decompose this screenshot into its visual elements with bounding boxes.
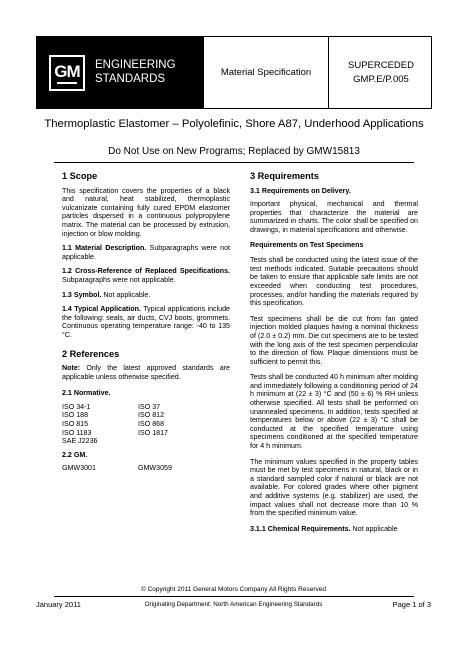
section-label: 1.2 Cross-Reference of Replaced Specifications. <box>62 267 230 276</box>
header-box <box>36 36 432 109</box>
requirements-heading: 3 Requirements <box>250 171 319 181</box>
references-heading: 2 References <box>62 348 120 359</box>
footer-origin: Originating Department: North American Engineering Standards <box>144 601 323 608</box>
org-name <box>95 58 176 86</box>
doc-type: Material Specification <box>204 37 329 108</box>
section-text: Subparagraphs were not applicable. <box>62 244 230 261</box>
footer-page: Page 1 of 3 <box>392 600 431 609</box>
section-1-4 <box>62 305 230 339</box>
right-column <box>250 172 418 539</box>
section-text: Typical applications include the following: seals, air ducts, CVJ boots, grommets. Continuous operating temperature range: -40 to 135 °C. <box>62 305 231 339</box>
gm-heading: 2.2 GM. <box>62 450 88 459</box>
section-1-2 <box>62 267 230 284</box>
doc-status <box>329 37 433 108</box>
status-label: SUPERCEDED <box>348 59 414 71</box>
left-column <box>62 172 230 478</box>
scope-text: This specification covers the properties of a black and natural, heat stabilized, thermoplastic vulcanizate containing fully cured EPDM elastomer particles dispersed in a continuous polypropylene matrix. The material can be processed by extrusion, injection or blow molding. <box>62 186 230 238</box>
org-line-2: STANDARDS <box>95 73 166 85</box>
list-item: ISO 37 <box>138 402 161 411</box>
section-label: 1.4 Typical Application. <box>62 305 141 314</box>
section-3-1-1 <box>250 525 418 534</box>
test-specimens-heading: Requirements on Test Specimens <box>250 240 364 249</box>
note-label: Note: <box>62 364 81 373</box>
list-item: GMW3059 <box>138 464 172 473</box>
paragraph: Tests shall be conducted 40 h minimum after molding and immediately following a conditioning period of 24 h minimum at (22 ± 3) °C and (50 ± 6) % RH unless otherwise specified. All tests shall be performed on unannealed specimens. In addition, tests specified at temperatures below or above (22 ± 3) °C shall be conducted at the specified temperature using specimens conditioned at the specified temperature for 4 h minimum. <box>250 373 418 451</box>
section-text: Not applicable <box>352 524 398 533</box>
header-brand-block <box>37 37 204 108</box>
copyright: © Copyright 2011 General Motors Company All Rights Reserved <box>141 586 326 593</box>
note-text: Only the latest approved standards are applicable unless otherwise specified. <box>62 364 230 381</box>
paragraph: Test specimens shall be die cut from fan gated injection molded plaques having a nominal thickness of (2.0 ± 0.2) mm. Die cut specimens are to be tested with the long axis of the test specimen perpendicular to the direction of flow. Plaque dimensions must be sufficient to permit this. <box>250 314 418 366</box>
spec-number: GMP.E/P.005 <box>353 73 409 85</box>
footer-date: January 2011 <box>36 600 81 609</box>
list-item: ISO 1817 <box>138 428 168 437</box>
section-1-1 <box>62 244 230 261</box>
scope-heading: 1 Scope <box>62 171 98 181</box>
doc-title: Thermoplastic Elastomer – Polyolefinic, Shore A87, Underhood Applications <box>44 118 424 130</box>
section-3-1-heading: 3.1 Requirements on Delivery. <box>250 186 351 195</box>
section-3-1-text: Important physical, mechanical and thermal properties that characterize the material are summarized in charts. The color shall be specified on drawings, in material specifications and otherwise. <box>250 200 418 234</box>
section-label: 1.1 Material Description. <box>62 244 147 253</box>
list-item: ISO 1183 <box>62 428 92 437</box>
section-1-3 <box>62 291 230 300</box>
list-item: ISO 868 <box>138 420 165 429</box>
org-line-1: ENGINEERING <box>95 59 176 71</box>
list-item: ISO 812 <box>138 411 165 420</box>
list-item: ISO 188 <box>62 411 89 420</box>
paragraph: Tests shall be conducted using the latest issue of the test methods indicated. Suitable precautions should be taken to ensure that applicable safe limits are not exceeded when conducting test procedures, processes, and/or handling the materials required by this specification. <box>250 256 418 308</box>
section-text: Not applicable. <box>103 290 151 299</box>
gm-logo: GM <box>49 55 85 91</box>
section-label: 3.1.1 Chemical Requirements. <box>250 524 351 533</box>
list-item: ISO 815 <box>62 420 89 429</box>
list-item <box>138 437 228 446</box>
normative-heading: 2.1 Normative. <box>62 389 111 398</box>
doc-subtitle: Do Not Use on New Programs; Replaced by GMW15813 <box>108 146 360 157</box>
list-item: SAE J2236 <box>62 437 98 446</box>
section-label: 1.3 Symbol. <box>62 290 102 299</box>
list-item: ISO 34-1 <box>62 402 91 411</box>
gm-list <box>62 464 230 473</box>
references-note <box>62 364 230 381</box>
list-item: GMW3001 <box>62 464 96 473</box>
footer-divider <box>54 596 414 597</box>
normative-list <box>62 403 230 446</box>
paragraph: The minimum values specified in the property tables must be met by test specimens in natural, black or in a standard sampled color if natural or black are not available. For colored grades where other pigment and additive systems (e.g. stabilizer) are used, the impact values shall not decrease more than 10 % from the specified minimum value. <box>250 457 418 518</box>
top-divider <box>54 162 414 163</box>
section-text: Subparagraphs were not applicable. <box>62 275 176 284</box>
